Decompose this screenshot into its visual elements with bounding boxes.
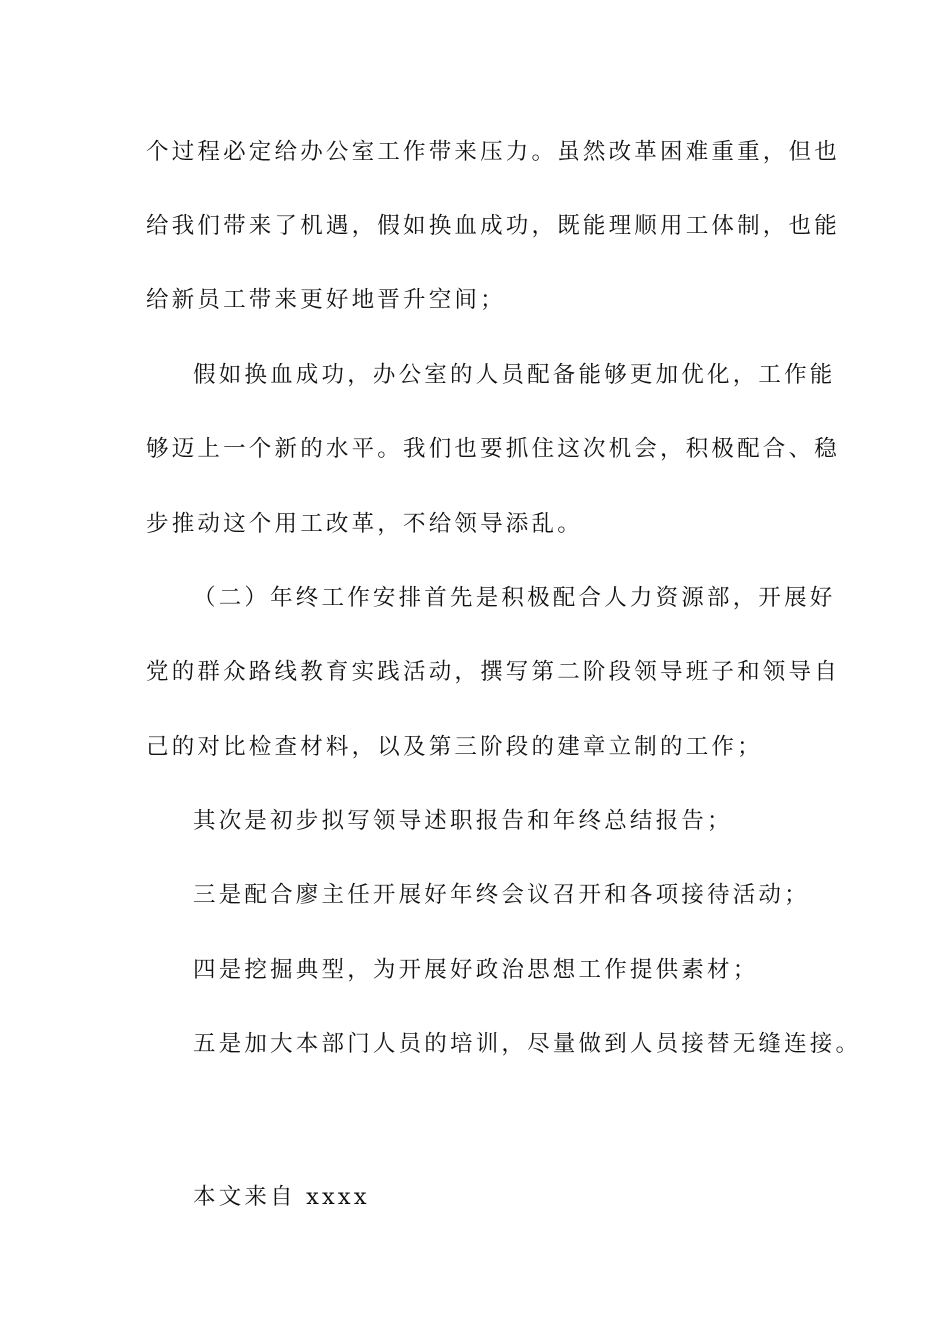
paragraph-line: 其次是初步拟写领导述职报告和年终总结报告；: [193, 808, 733, 834]
paragraph-line: 四是挖掘典型，为开展好政治思想工作提供素材；: [193, 957, 759, 983]
paragraph-line: 三是配合廖主任开展好年终会议召开和各项接待活动；: [193, 882, 810, 908]
paragraph-line: 五是加大本部门人员的培训，尽量做到人员接替无缝连接。: [193, 1031, 862, 1057]
paragraph-line: 党的群众路线教育实践活动，撰写第二阶段领导班子和领导自: [146, 659, 840, 685]
source-note: 本文来自 xxxx: [193, 1184, 370, 1210]
paragraph-line: 步推动这个用工改革，不给领导添乱。: [146, 511, 583, 537]
paragraph-line: 给我们带来了机遇，假如换血成功，既能理顺用工体制，也能: [146, 213, 840, 239]
paragraph-line: 给新员工带来更好地晋升空间；: [146, 287, 506, 313]
paragraph-line: （二）年终工作安排首先是积极配合人力资源部，开展好: [193, 585, 836, 611]
paragraph-line: 假如换血成功，办公室的人员配备能够更加优化，工作能: [193, 362, 836, 388]
paragraph-line: 己的对比检查材料，以及第三阶段的建章立制的工作；: [146, 734, 763, 760]
paragraph-line: 个过程必定给办公室工作带来压力。虽然改革困难重重，但也: [146, 139, 840, 165]
paragraph-line: 够迈上一个新的水平。我们也要抓住这次机会，积极配合、稳: [146, 436, 840, 462]
